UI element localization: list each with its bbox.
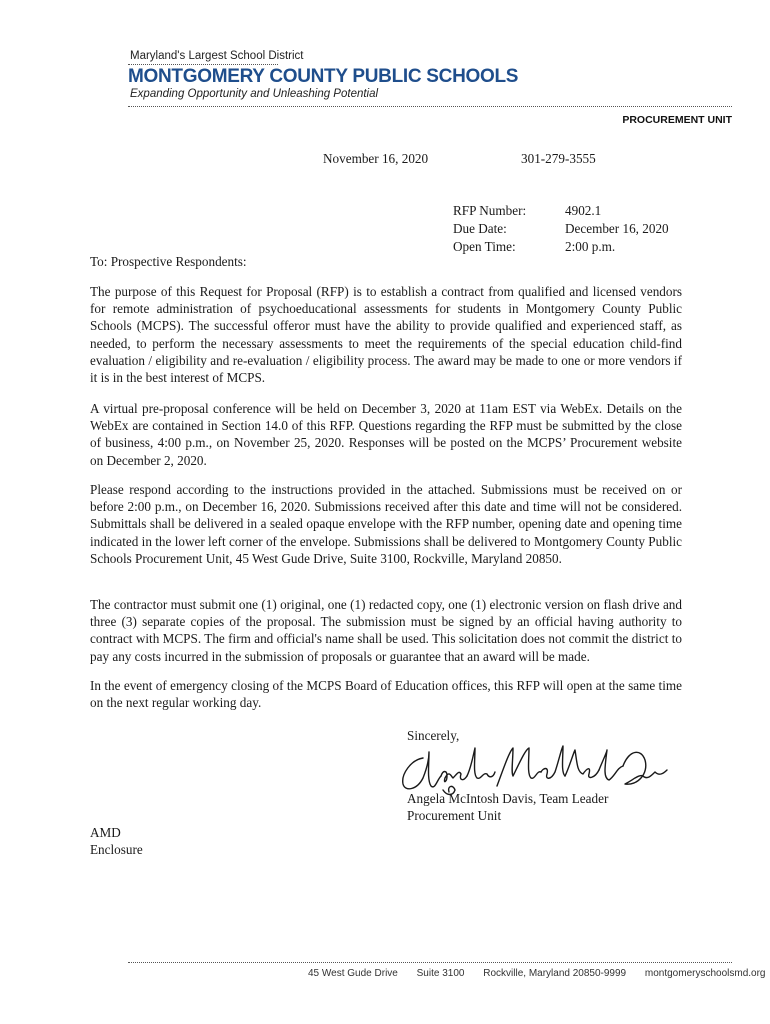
open-time-value: 2:00 p.m. [565,239,616,254]
phone-number: 301-279-3555 [521,151,596,166]
paragraph-submission: The contractor must submit one (1) original, one (1) redacted copy, one (1) electronic version on flash drive and three (3) separate copies of the proposal. The submission must be signed by an official having authority to contract with MCPS. The firm and official's name shall be used. This solicitation does not commit the district to pay any costs incurred in the submission of proposals or guarantee that an award will be made. [90,597,682,664]
paragraph-emergency: In the event of emergency closing of the MCPS Board of Education offices, this RFP will open at the same time on the next regular working day. [90,678,682,711]
signer-unit: Procurement Unit [407,808,502,823]
open-time-row [453,238,669,256]
due-date-label: Due Date: [453,221,507,236]
footer-suite: Suite 3100 [416,968,465,979]
rfp-info-block [453,202,669,256]
letterhead-divider [128,106,732,107]
procurement-unit-label: PROCUREMENT UNIT [622,114,732,126]
open-time-label: Open Time: [453,239,516,254]
rfp-number-label: RFP Number: [453,203,527,218]
footer-website: montgomeryschoolsmd.org [644,968,766,979]
rfp-number-row [453,202,669,220]
footer-street: 45 West Gude Drive [308,968,398,979]
paragraph-instructions: Please respond according to the instructions provided in the attached. Submissions must be received on or before 2:00 p.m., on December 16, 2020. Submissions received after this date and time will not be considered. Submittals shall be delivered in a sealed opaque envelope with the RFP number, opening date and opening time indicated in the lower left corner of the envelope. Submissions shall be delivered to Montgomery County Public Schools Procurement Unit, 45 West Gude Drive, Suite 3100, Rockville, Maryland 20850. [90,482,682,566]
tagline-divider [128,64,278,65]
salutation: To: Prospective Respondents: [90,254,247,269]
paragraph-conference: A virtual pre-proposal conference will be held on December 3, 2020 at 11am EST via WebEx. Details on the WebEx are contained in Section 14.0 of this RFP. Questions regarding the RFP must be submitted by the close of business, 4:00 p.m., on November 25, 2020. Responses will be posted on the MCPS’ Procurement website on December 2, 2020. [90,401,682,468]
footer-city: Rockville, Maryland 20850-9999 [483,968,627,979]
initials: AMD [90,825,121,840]
rfp-number-value: 4902.1 [565,203,602,218]
closing-sincerely: Sincerely, [407,728,460,743]
letter-date: November 16, 2020 [323,151,429,166]
signer-name: Angela McIntosh Davis, Team Leader [407,791,609,806]
letterhead-motto: Expanding Opportunity and Unleashing Potential [130,88,379,100]
district-logo-name: MONTGOMERY COUNTY PUBLIC SCHOOLS [128,66,519,87]
enclosure-note: Enclosure [90,842,143,857]
letterhead-tagline: Maryland's Largest School District [130,50,304,62]
due-date-value: December 16, 2020 [565,221,669,236]
footer-divider [128,962,732,963]
due-date-row [453,220,669,238]
paragraph-purpose: The purpose of this Request for Proposal (RFP) is to establish a contract from qualified and licensed vendors for remote administration of psychoeducational assessments for students in Montgomery County Public Schools (MCPS). The successful offeror must have the ability to provide qualified and experienced staff, as needed, to perform the necessary assessments to meet the requirements of the special education child-find evaluation / eligibility and re-evaluation / eligibility process. The award may be made to one or more vendors if it is in the best interest of MCPS. [90,284,682,386]
footer-address-line [308,968,770,979]
